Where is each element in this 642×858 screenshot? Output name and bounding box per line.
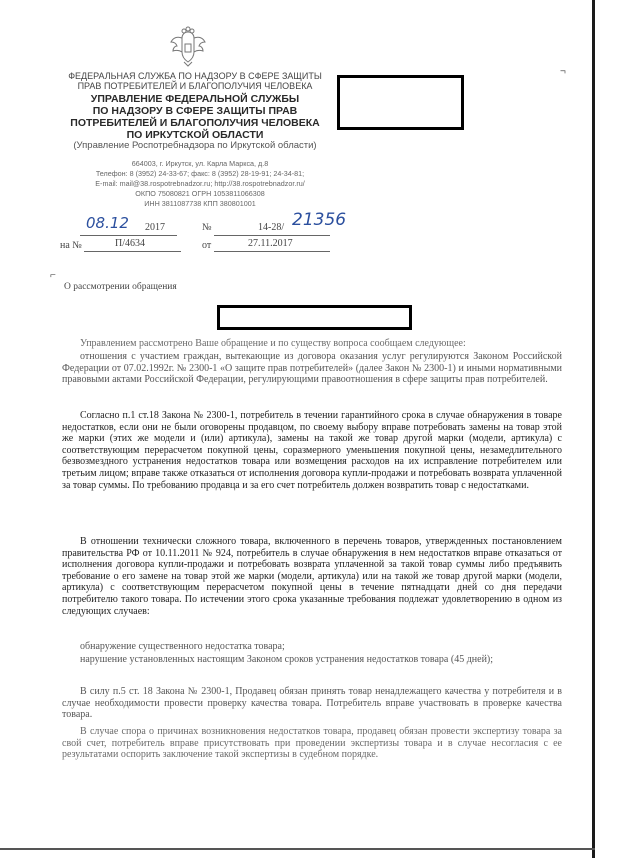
paragraph-law: отношения с участием граждан, вытекающие из договора оказания услуг регулируются Законом Российской Федерации от 07.02.1992г. № 2300-1 «О защите прав потребителей» (далее Закон № 2300-1) и иными нормативными правовыми актами Российской Федерации, регулирующими правоотношения в сфере защиты прав потребителей.: [62, 351, 562, 386]
number-underline: [214, 235, 330, 236]
body-case-1: [62, 641, 562, 653]
paragraph-article-18: Согласно п.1 ст.18 Закона № 2300-1, потребитель в течении гарантийного срока в случае обнаружения в товаре недостатков, если они не были оговорены продавцом, по своему выбору вправе потребовать замены на товар этой же марки (этих же модели и (или) артикула), замены на такой же товар другой марки (модели, артикула) с соответствующим перерасчетом покупной цены, соразмерного уменьшения покупной цены, незамедлительного безвозмездного устранения недостатков товара или возмещения расходов на их исправление потребителем или третьим лицом; вправе также отказаться от исполнения договора купли-продажи и потребовать возврата уплаченной за товар суммы. По требованию продавца и за его счет потребитель должен возвратить товар с недостатками.: [62, 410, 562, 491]
redacted-addressee: [337, 75, 464, 130]
subject-line: О рассмотрении обращения: [64, 282, 177, 292]
org-name-line1: ФЕДЕРАЛЬНАЯ СЛУЖБА ПО НАДЗОРУ В СФЕРЕ ЗАЩИТЫ: [68, 71, 322, 81]
redacted-salutation: [217, 305, 412, 330]
address: 664003, г. Иркутск, ул. Карла Маркса, д.8: [131, 159, 269, 168]
dept-name-line2: ПО НАДЗОРУ В СФЕРЕ ЗАЩИТЫ ПРАВ: [92, 105, 298, 117]
number-label: №: [202, 222, 212, 233]
email-web: E-mail: mail@38.rospotrebnadzor.ru; http://38.rospotrebnadzor.ru/: [95, 179, 305, 188]
ref-date: 27.11.2017: [248, 238, 293, 249]
paragraph-complex-goods: В отношении технически сложного товара, включенного в перечень товаров, утвержденных постановлением правительства РФ от 10.11.2011 № 924, потребитель в случае обнаружения в нем недостатков вправе отказаться от исполнения договора купли-продажи и потребовать возврата уплаченной за такой товар суммы либо предъявить требование о его замене на товар этой же марки (модели, артикула) или на такой же товар другой марки (модели, артикула) с соответствующим перерасчетом покупной цены в течение пятнадцати дней со дня передачи потребителю такого товара. По истечении этого срока указанные требования подлежат удовлетворению в одном из следующих случаев:: [62, 536, 562, 617]
dept-short-name: (Управление Роспотребнадзора по Иркутской области): [73, 140, 317, 151]
date-year: 2017: [145, 222, 165, 233]
body-article-18: [62, 410, 562, 491]
okpo-ogrn: ОКПО 75080821 ОГРН 1053811066308: [135, 189, 265, 198]
paragraph-case-2: нарушение установленных настоящим Законом сроков устранения недостатков товара (45 дней);: [80, 654, 494, 665]
dept-name-line4: ПО ИРКУТСКОЙ ОБЛАСТИ: [126, 129, 264, 141]
paragraph-dispute: В случае спора о причинах возникновения недостатков товара, продавец обязан провести экспертизу товара за свой счет, потребитель вправе присутствовать при проведении экспертизы товара и в случае несогласия с ее результатами оспорить заключение такой экспертизы в судебном порядке.: [62, 726, 562, 761]
org-name-line2: ПРАВ ПОТРЕБИТЕЛЕЙ И БЛАГОПОЛУЧИЯ ЧЕЛОВЕКА: [77, 81, 313, 91]
number-printed: 14-28/: [258, 222, 285, 233]
inn-kpp: ИНН 3811087738 КПП 380801001: [144, 199, 256, 208]
paragraph-intro: Управлением рассмотрено Ваше обращение и по существу вопроса сообщаем следующее:: [80, 338, 466, 349]
ref-date-underline: [214, 251, 330, 252]
phone-fax: Телефон: 8 (3952) 24-33-67; факс: 8 (3952) 28-19-91; 24-34-81;: [95, 169, 305, 178]
date-underline: [80, 235, 177, 236]
dept-name-line3: ПОТРЕБИТЕЛЕЙ И БЛАГОПОЛУЧИЯ ЧЕЛОВЕКА: [70, 117, 320, 129]
handwritten-date: 08.12: [86, 214, 129, 232]
page-edge: [592, 0, 595, 858]
dept-name-line1: УПРАВЛЕНИЕ ФЕДЕРАЛЬНОЙ СЛУЖБЫ: [90, 93, 300, 105]
corner-mark-right: ¬: [560, 66, 566, 77]
paragraph-case-1: обнаружение существенного недостатка товара;: [80, 641, 285, 652]
body-law-reference: [62, 351, 562, 386]
body-complex-goods: [62, 536, 562, 617]
paragraph-article-18-5: В силу п.5 ст. 18 Закона № 2300-1, Продавец обязан принять товар ненадлежащего качества у потребителя и в случае необходимости провести проверку качества товара. Потребитель вправе участвовать в проверке качества товара.: [62, 686, 562, 721]
emblem-icon: [167, 26, 209, 68]
body-dispute: [62, 726, 562, 761]
body-case-2: [62, 654, 562, 666]
ref-number-label: на №: [60, 240, 82, 251]
page-edge-bottom: [0, 848, 595, 850]
corner-mark-left: ⌐: [50, 270, 56, 281]
handwritten-number: 21356: [292, 210, 347, 230]
ref-number-underline: [84, 251, 181, 252]
body-intro: [62, 338, 562, 350]
ref-number: П/4634: [115, 238, 145, 249]
body-article-18-5: [62, 686, 562, 721]
ref-date-label: от: [202, 240, 212, 251]
